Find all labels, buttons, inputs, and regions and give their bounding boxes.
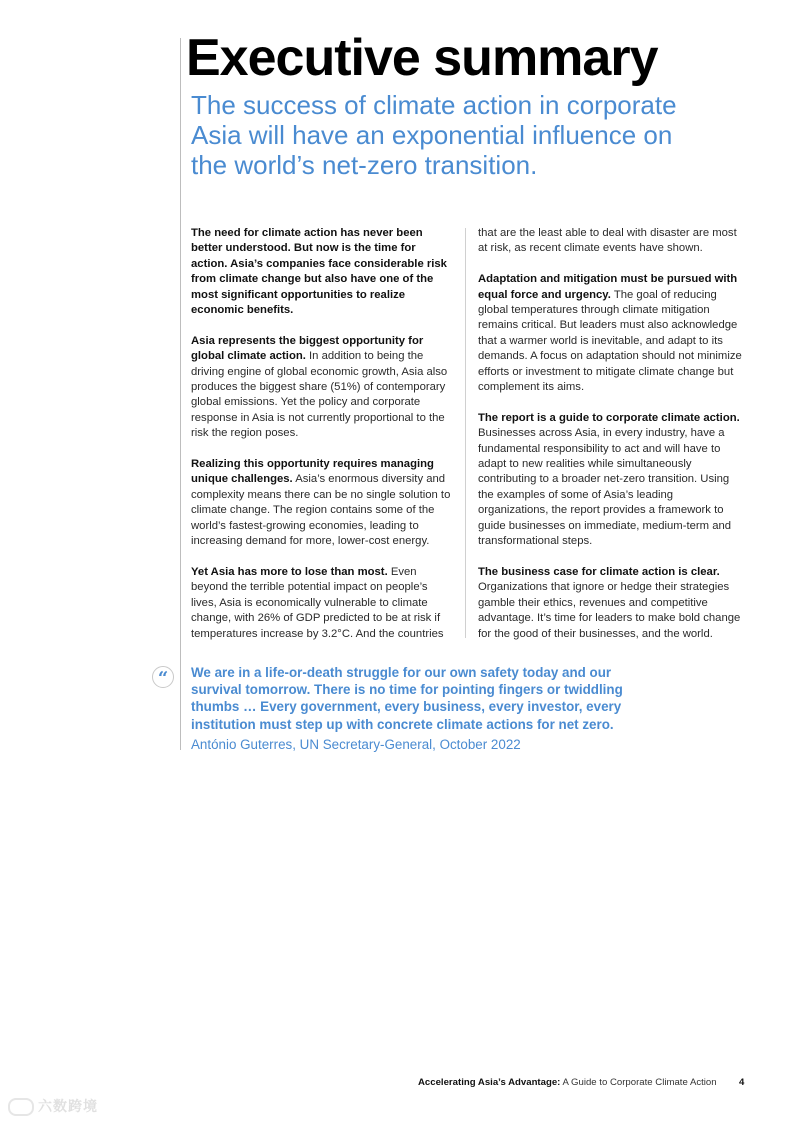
page-title: Executive summary (186, 29, 658, 87)
quote-attribution: António Guterres, UN Secretary-General, October 2022 (191, 737, 521, 752)
column-divider (465, 228, 466, 638)
paragraph-text: In addition to being the driving engine of global economic growth, Asia also produces the biggest share (51%) of contemporary global emissions. Yet the policy and corporate response in Asia is not currently proportional to the risk the region poses. (191, 350, 448, 440)
paragraph-lead: The need for climate action has never been better understood. But now is the time for action. Asia’s companies face considerable risk from climate change but also have one of the most significant opportunities to realize economic benefits. (191, 227, 447, 317)
left-vertical-rule (180, 38, 181, 750)
paragraph-lead: Asia represents the biggest opportunity for global climate action. (191, 334, 424, 363)
paragraph-lead: The report is a guide to corporate climate action. (478, 411, 740, 424)
quote-mark-icon: “ (152, 666, 174, 688)
paragraph (191, 565, 453, 642)
paragraph (191, 334, 453, 442)
left-column (191, 226, 453, 657)
watermark-text: 六数跨境 (38, 1098, 98, 1114)
paragraph-lead: The business case for climate action is clear. (478, 565, 720, 578)
paragraph-lead: Realizing this opportunity requires managing unique challenges. (191, 458, 434, 486)
watermark (8, 1096, 98, 1116)
paragraph-lead: Adaptation and mitigation must be pursued with equal force and urgency. (478, 273, 738, 301)
pull-quote: We are in a life-or-death struggle for our own safety today and our survival tomorrow. There is no time for pointing fingers or twiddling thumbs … Every government, every business, every investor, every institution must step up with concrete climate actions for net zero. (191, 665, 623, 732)
paragraph-text: Businesses across Asia, in every industry, have a fundamental responsibility to act and will have to adapt to new realities while simultaneously contributing to a broader net-zero transition. Using the examples of some of Asia’s leading organizations, the report provides a framework to guide businesses on immediate, medium-term and transformational steps. (478, 427, 732, 548)
paragraph-text: that are the least able to deal with disaster are most at risk, as recent climate events have shown. (478, 227, 737, 255)
footer (418, 1077, 717, 1088)
footer-report-subtitle: A Guide to Corporate Climate Action (560, 1077, 717, 1088)
paragraph (191, 226, 453, 318)
right-column (478, 226, 746, 657)
paragraph-text: Organizations that ignore or hedge their strategies gamble their ethics, revenues and competitive advantage. It’s time for leaders to make bold change for the good of their businesses, and the world. (478, 581, 741, 640)
footer-report-title: Accelerating Asia’s Advantage: (418, 1077, 561, 1088)
page-number: 4 (739, 1077, 745, 1088)
paragraph (478, 272, 746, 395)
page-subtitle: The success of climate action in corporate Asia will have an exponential influence on the world’s net-zero transition. (191, 90, 677, 180)
paragraph-text: Even beyond the terrible potential impact on people’s lives, Asia is economically vulnerable to climate change, with 26% of GDP predicted to be at risk if temperatures increase by 3.2°C. And the countries (191, 565, 444, 640)
paragraph-text: The goal of reducing global temperatures through climate mitigation remains critical. But leaders must also acknowledge that a warmer world is inevitable, and adapt to its demands. A focus on adaptation should not minimize efforts or investment to mitigate climate change but complement its aims. (478, 288, 742, 394)
watermark-logo-icon (8, 1098, 34, 1116)
paragraph-text: Asia’s enormous diversity and complexity means there can be no single solution to climate change. The region contains some of the world’s fastest-growing economies, leading to increasing demand for more, lower-cost energy. (191, 473, 451, 548)
paragraph (478, 411, 746, 550)
paragraph (478, 565, 746, 642)
paragraph (191, 457, 453, 549)
paragraph (478, 226, 746, 257)
paragraph-lead: Yet Asia has more to lose than most. (191, 565, 388, 578)
